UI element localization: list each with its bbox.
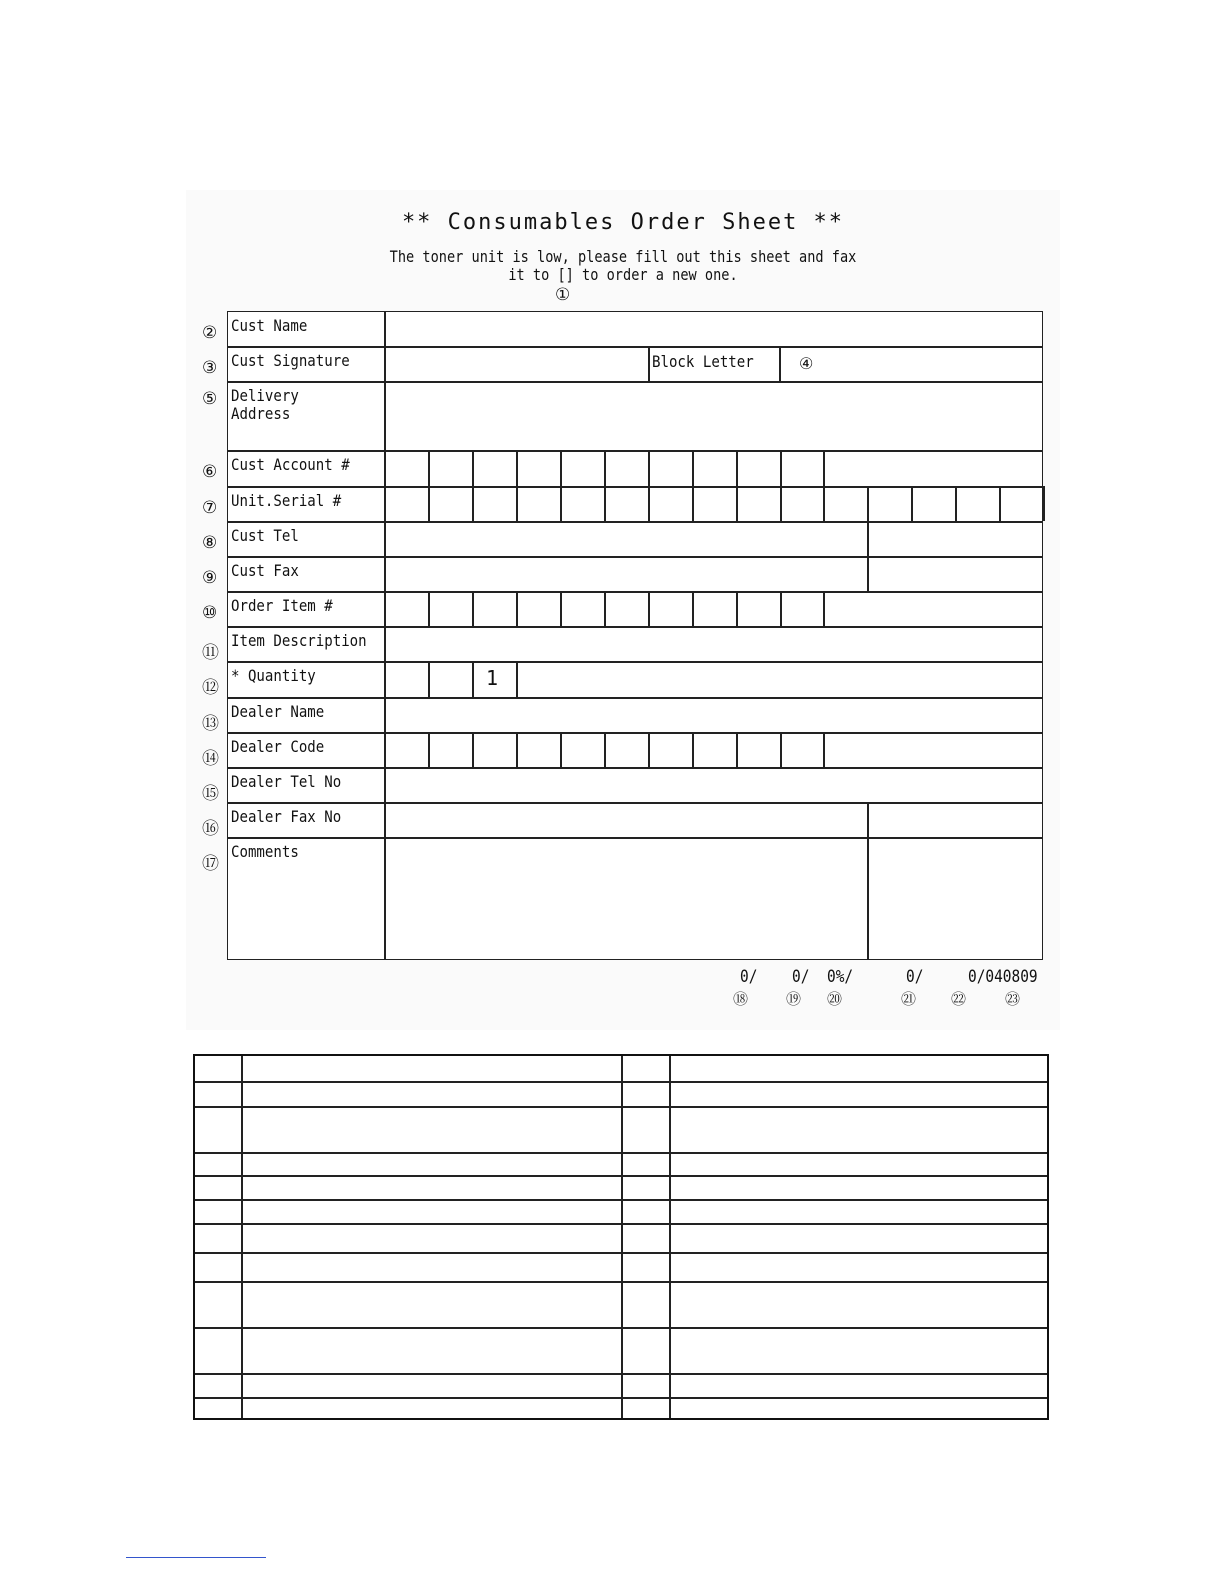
cust-signature-input[interactable] — [386, 347, 646, 380]
field-label: Cust Fax — [231, 561, 299, 580]
footer-value: 0/040809 — [968, 967, 1038, 987]
unit-serial-cell-10[interactable] — [781, 487, 822, 520]
sheet-title: ** Consumables Order Sheet ** — [401, 210, 845, 235]
row-number: ⑥ — [202, 462, 218, 482]
dealer-code-cell-6[interactable] — [605, 733, 647, 766]
field-label: Unit.Serial # — [231, 491, 342, 510]
cust-account-cell-4[interactable] — [517, 451, 559, 485]
footer-value: 0/ — [740, 967, 758, 987]
table-column-line — [669, 1056, 671, 1418]
quantity-cell-2[interactable] — [429, 662, 471, 696]
cust-account-cell-9[interactable] — [737, 451, 779, 485]
unit-serial-cell-3[interactable] — [473, 487, 515, 520]
order-item-cell-4[interactable] — [517, 592, 559, 625]
dealer-code-cell-4[interactable] — [517, 733, 559, 766]
delivery-address-input[interactable] — [386, 382, 1041, 449]
order-item-cell-8[interactable] — [693, 592, 735, 625]
row-number: ⑰ — [202, 854, 219, 874]
comments-input[interactable] — [386, 838, 865, 959]
row-number: ⑮ — [202, 784, 219, 804]
footer-value: 0/ — [792, 967, 810, 987]
cust-fax-input[interactable] — [386, 557, 865, 590]
row-number: ⑪ — [202, 643, 219, 663]
footer-marker: ㉒ — [951, 990, 967, 1008]
column-divider — [867, 556, 869, 591]
unit-serial-cell-11[interactable] — [824, 487, 866, 520]
quantity-value: 1 — [486, 666, 499, 690]
block-letter-input[interactable] — [782, 347, 1041, 380]
row-number: ② — [202, 323, 218, 343]
footer-marker: ⑲ — [786, 990, 802, 1008]
column-divider — [867, 521, 869, 556]
cell-divider — [823, 450, 825, 486]
cell-divider — [823, 591, 825, 626]
footer-marker: ⑱ — [733, 990, 749, 1008]
order-item-cell-9[interactable] — [737, 592, 779, 625]
row-number: ⑭ — [202, 749, 219, 769]
field-label: Cust Name — [231, 316, 308, 335]
cust-account-cell-7[interactable] — [649, 451, 691, 485]
unit-serial-cell-6[interactable] — [605, 487, 647, 520]
dealer-code-cell-2[interactable] — [429, 733, 471, 766]
row-number: ⑨ — [202, 568, 218, 588]
row-number: ⑦ — [202, 498, 218, 518]
instruction-line-1: The toner unit is low, please fill out this sheet and fax — [389, 247, 857, 266]
row-number: ⑫ — [202, 678, 219, 698]
item-description-input[interactable] — [386, 627, 1041, 660]
field-label: Item Description — [231, 631, 367, 650]
block-letter-label: Block Letter — [652, 352, 754, 371]
marker-4: ④ — [799, 354, 814, 373]
field-label: Comments — [231, 842, 299, 861]
order-item-cell-10[interactable] — [781, 592, 822, 625]
field-label: Dealer Code — [231, 737, 325, 756]
dealer-code-cell-10[interactable] — [781, 733, 822, 766]
field-label: Dealer Fax No — [231, 807, 342, 826]
order-item-cell-5[interactable] — [561, 592, 603, 625]
row-number: ③ — [202, 358, 218, 378]
marker-1: ① — [555, 285, 571, 305]
footer-value: 0%/ — [827, 967, 854, 987]
row-number: ⑬ — [202, 714, 219, 734]
table-column-line — [621, 1056, 623, 1418]
unit-serial-cell-9[interactable] — [737, 487, 779, 520]
cust-account-cell-5[interactable] — [561, 451, 603, 485]
order-item-cell-2[interactable] — [429, 592, 471, 625]
field-label: * Quantity — [231, 666, 316, 685]
column-divider — [648, 346, 650, 381]
unit-serial-cell-14[interactable] — [956, 487, 998, 520]
unit-serial-cell-8[interactable] — [693, 487, 735, 520]
order-item-cell-3[interactable] — [473, 592, 515, 625]
dealer-fax-no-input[interactable] — [386, 803, 865, 836]
cust-account-cell-2[interactable] — [429, 451, 471, 485]
field-label: Delivery Address — [231, 386, 299, 423]
footer-value: 0/ — [906, 967, 924, 987]
dealer-name-input[interactable] — [386, 698, 1041, 731]
field-label: Dealer Name — [231, 702, 325, 721]
unit-serial-cell-7[interactable] — [649, 487, 691, 520]
row-number: ⑤ — [202, 389, 218, 409]
unit-serial-cell-15[interactable] — [1000, 487, 1042, 520]
unit-serial-cell-5[interactable] — [561, 487, 603, 520]
unit-serial-cell-13[interactable] — [912, 487, 954, 520]
order-item-cell-7[interactable] — [649, 592, 691, 625]
row-number: ⑧ — [202, 533, 218, 553]
dealer-code-cell-8[interactable] — [693, 733, 735, 766]
dealer-tel-no-input[interactable] — [386, 768, 1041, 801]
column-divider — [779, 346, 781, 381]
blank-table — [193, 1054, 1049, 1420]
unit-serial-cell-12[interactable] — [868, 487, 910, 520]
cust-name-input[interactable] — [386, 312, 1041, 345]
cust-account-cell-1[interactable] — [385, 451, 427, 485]
column-divider — [867, 837, 869, 960]
cust-account-cell-3[interactable] — [473, 451, 515, 485]
dealer-code-cell-3[interactable] — [473, 733, 515, 766]
dealer-code-cell-7[interactable] — [649, 733, 691, 766]
dealer-code-cell-9[interactable] — [737, 733, 779, 766]
dealer-code-cell-5[interactable] — [561, 733, 603, 766]
cust-account-cell-8[interactable] — [693, 451, 735, 485]
footer-marker: ㉓ — [1005, 990, 1021, 1008]
field-label: Cust Signature — [231, 351, 350, 370]
cust-account-cell-6[interactable] — [605, 451, 647, 485]
footer-marker: ⑳ — [827, 990, 843, 1008]
instruction-text — [252, 248, 995, 284]
cell-divider — [1043, 486, 1045, 521]
cell-divider — [823, 732, 825, 767]
table-column-line — [241, 1056, 243, 1418]
quantity-cell-1[interactable] — [385, 662, 427, 696]
order-item-cell-6[interactable] — [605, 592, 647, 625]
cell-divider — [516, 661, 518, 697]
unit-serial-cell-1[interactable] — [385, 487, 427, 520]
field-label: Cust Account # — [231, 455, 350, 474]
order-item-cell-1[interactable] — [385, 592, 427, 625]
dealer-code-cell-1[interactable] — [385, 733, 427, 766]
cust-tel-input[interactable] — [386, 522, 865, 555]
unit-serial-cell-4[interactable] — [517, 487, 559, 520]
column-divider — [867, 802, 869, 837]
field-label: Cust Tel — [231, 526, 299, 545]
instruction-line-2: it to [] to order a new one. — [508, 265, 738, 284]
field-label: Order Item # — [231, 596, 333, 615]
cust-account-cell-10[interactable] — [781, 451, 822, 485]
row-number: ⑩ — [202, 603, 218, 623]
footer-link-line[interactable] — [126, 1557, 266, 1558]
footer-marker: ㉑ — [901, 990, 917, 1008]
order-sheet — [186, 190, 1060, 1030]
unit-serial-cell-2[interactable] — [429, 487, 471, 520]
row-divider — [227, 661, 1043, 663]
field-label: Dealer Tel No — [231, 772, 342, 791]
row-number: ⑯ — [202, 819, 219, 839]
